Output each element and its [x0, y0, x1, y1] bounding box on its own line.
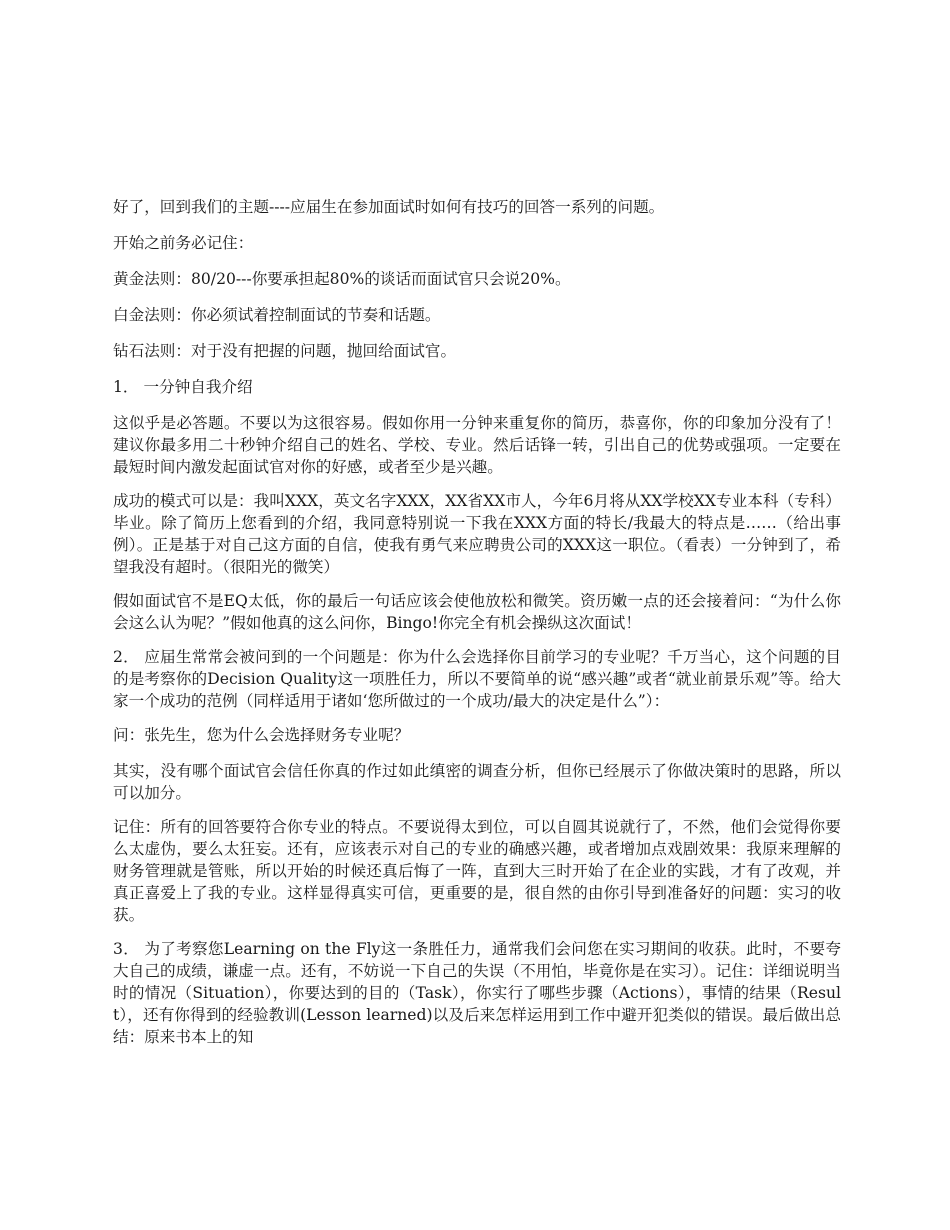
paragraph-platinum-rule: 白金法则：你必须试着控制面试的节奏和话题。 [113, 306, 441, 324]
paragraph-learning-on-the-fly: 3． 为了考察您Learning on the Fly这一条胜任力，通常我们会问您在实习期间的收获。此时，不要夸大自己的成绩，谦虚一点。还有，不妨说一下自己的失误（不用怕，毕竟你是在实习）。记住：详细说明当时的情况（Situation），你要达到的目的（Task），你实行了哪些步骤（Actions），事情的结果（Result），还有你得到的经验教训(Lesson learned)以及后来怎样运用到工作中避开犯类似的错误。最后做出总结：原来书本上的知 [113, 940, 841, 1046]
section-heading-self-intro: 1． 一分钟自我介绍 [113, 378, 253, 396]
paragraph-success-model: 成功的模式可以是：我叫XXX，英文名字XXX，XX省XX市人，今年6月将从XX学校XX专业本科（专科）毕业。除了简历上您看到的介绍，我同意特别说一下我在XXX方面的特长/我最大的特点是……（给出事例）。正是基于对自己这方面的自信，使我有勇气来应聘贵公司的XXX这一职位。（看表）一分钟到了，希望我没有超时。（很阳光的微笑） [113, 492, 841, 576]
paragraph-eq-note: 假如面试官不是EQ太低，你的最后一句话应该会使他放松和微笑。资历嫩一点的还会接着问：“为什么你会这么认为呢？”假如他真的这么问你，Bingo!你完全有机会操纵这次面试！ [113, 592, 841, 632]
paragraph-golden-rule: 黄金法则：80/20---你要承担起80%的谈话而面试官只会说20%。 [113, 270, 571, 288]
paragraph-reminder: 开始之前务必记住： [113, 234, 254, 252]
paragraph-major-question: 2． 应届生常常会被问到的一个问题是：你为什么会选择你目前学习的专业呢？千万当心，这个问题的目的是考察你的Decision Quality这一项胜任力，所以不要简单的说“感兴趣”或者“就业前景乐观”等。给大家一个成功的范例（同样适用于诸如‘您所做过的一个成功/最大的决定是什么”）： [113, 648, 841, 710]
paragraph-self-intro-advice: 这似乎是必答题。不要以为这很容易。假如你用一分钟来重复你的简历，恭喜你，你的印象加分没有了！建议你最多用二十秒钟介绍自己的姓名、学校、专业。然后话锋一转，引出自己的优势或强项。一定要在最短时间内激发起面试官对你的好感，或者至少是兴趣。 [113, 414, 841, 476]
paragraph-question-example: 问：张先生，您为什么会选择财务专业呢？ [113, 726, 410, 744]
paragraph-intro: 好了，回到我们的主题----应届生在参加面试时如何有技巧的回答一系列的问题。 [113, 198, 665, 216]
paragraph-decision-thinking: 其实，没有哪个面试官会信任你真的作过如此缜密的调查分析，但你已经展示了你做决策时的思路，所以可以加分。 [113, 762, 841, 802]
paragraph-diamond-rule: 钻石法则：对于没有把握的问题，抛回给面试官。 [113, 342, 457, 360]
document-body [113, 196, 841, 1060]
paragraph-remember-answers: 记住：所有的回答要符合你专业的特点。不要说得太到位，可以自圆其说就行了，不然，他们会觉得你要么太虚伪，要么太狂妄。还有，应该表示对自己的专业的确感兴趣，或者增加点戏剧效果：我原来理解的财务管理就是管账，所以开始的时候还真后悔了一阵，直到大三时开始了在企业的实践，才有了改观，并真正喜爱上了我的专业。这样显得真实可信，更重要的是，很自然的由你引导到准备好的问题：实习的收获。 [113, 818, 841, 924]
